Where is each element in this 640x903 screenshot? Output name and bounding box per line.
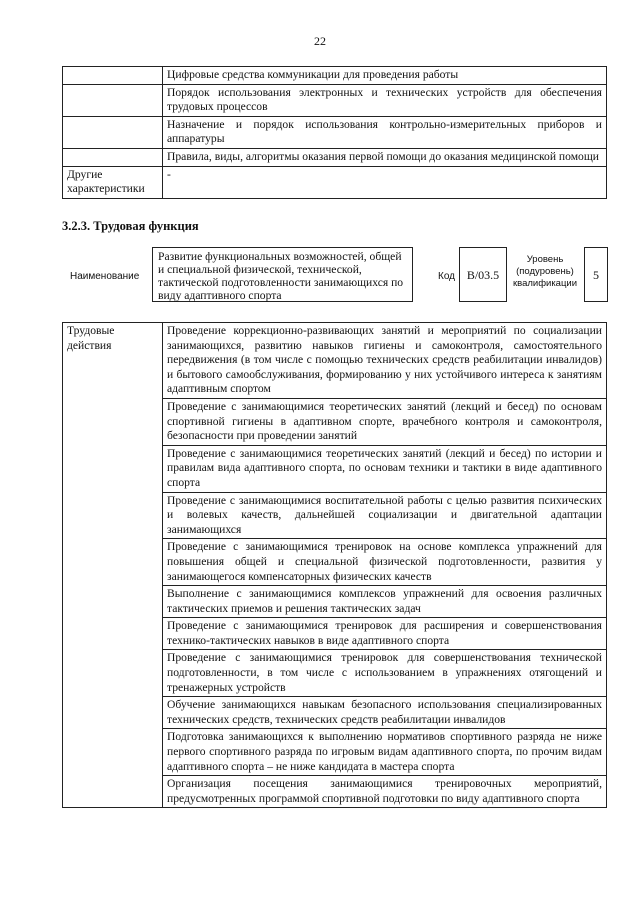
table-row [63, 67, 607, 85]
table-row [63, 166, 607, 198]
table-cell: Выполнение с занимающимися комплексов упражнений для освоения различных тактических приемов и решения тактических задач [163, 586, 607, 618]
table-cell: Подготовка занимающихся к выполнению нормативов спортивного разряда не ниже первого спортивного разряда по игровым видам адаптивного спорта, по прочим видам адаптивного спорта – не ниже кандидата в мастера спорта [163, 729, 607, 776]
other-characteristics-label: Другие характеристики [63, 166, 163, 198]
table-cell: Цифровые средства коммуникации для проведения работы [163, 67, 607, 85]
table-row [63, 84, 607, 116]
table-cell: Назначение и порядок использования контрольно-измерительных приборов и аппаратуры [163, 116, 607, 148]
table-row [63, 148, 607, 166]
qualification-level-box: 5 [584, 247, 608, 302]
table-row [63, 323, 607, 399]
table-cell: Обучение занимающихся навыкам безопасного использования специализированных технических средств, технических средств реабилитации инвалидов [163, 697, 607, 729]
qualification-level-label: Уровень (подуровень) квалификации [512, 254, 578, 289]
knowledge-table [62, 66, 607, 199]
code-label: Код [438, 271, 456, 282]
other-characteristics-value: - [163, 166, 607, 198]
table-cell: Проведение коррекционно-развивающих занятий и мероприятий по социализации занимающихся, развитию навыков гигиены и самоконтроля, самостоятельного передвижения (в том числе с помощью технических средств реабилитации инвалидов) и бытового самообслуживания, формированию у них устойчивого интереса к занятиям адаптивным спортом [163, 323, 607, 399]
table-cell: Проведение с занимающимися тренировок для расширения и совершенствования технико-тактических навыков в виде адаптивного спорта [163, 618, 607, 650]
code-box: B/03.5 [459, 247, 507, 302]
table-cell: Порядок использования электронных и технических устройств для обеспечения трудовых процессов [163, 84, 607, 116]
section-heading: 3.2.3. Трудовая функция [62, 219, 199, 233]
page-number: 22 [314, 34, 326, 48]
table-cell: Проведение с занимающимися тренировок для совершенствования технической подготовленности, в том числе с использованием в упражнениях отягощений и тренажерных устройств [163, 650, 607, 697]
function-name-box: Развитие функциональных возможностей, общей и специальной физической, технической, тактической подготовленности занимающихся по виду адаптивного спорта [152, 247, 413, 302]
table-row [63, 116, 607, 148]
table-cell: Проведение с занимающимися теоретических занятий (лекций и бесед) по истории и правилам вида адаптивного спорта, по основам техники и тактики в виде адаптивного спорта [163, 445, 607, 492]
table-cell: Организация посещения занимающимися тренировочных мероприятий, предусмотренных программой спортивной подготовки по виду адаптивного спорта [163, 776, 607, 808]
table-cell: Проведение с занимающимися теоретических занятий (лекций и бесед) по основам спортивной гигиены в адаптивном спорте, врачебного контроля и самоконтроля, безопасности при проведении занятий [163, 398, 607, 445]
labor-actions-label: Трудовые действия [63, 323, 163, 808]
name-label: Наименование [70, 271, 140, 282]
labor-actions-table [62, 322, 607, 808]
table-cell: Проведение с занимающимися воспитательной работы с целью развития психических и волевых качеств, дальнейшей социализации и двигательной адаптации занимающихся [163, 492, 607, 539]
table-cell: Проведение с занимающимися тренировок на основе комплекса упражнений для повышения общей и специальной физической подготовленности, развития у занимающегося компенсаторных физических качеств [163, 539, 607, 586]
table-cell: Правила, виды, алгоритмы оказания первой помощи до оказания медицинской помощи [163, 148, 607, 166]
